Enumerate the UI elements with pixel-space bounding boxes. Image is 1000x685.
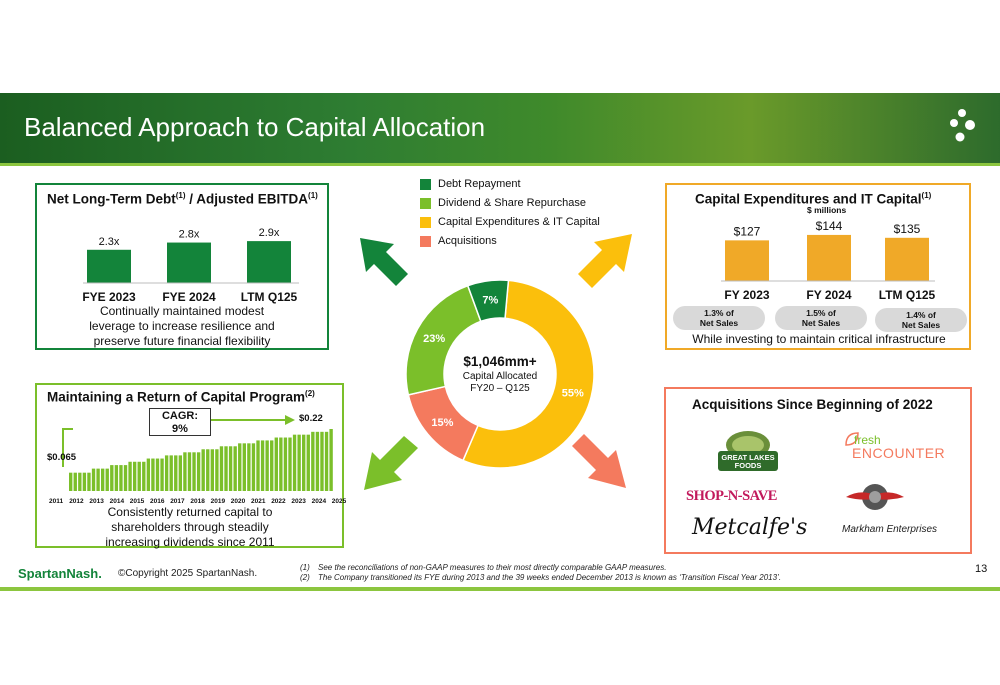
donut-center-line1: Capital Allocated (462, 371, 538, 382)
dividend-bar (220, 446, 223, 491)
year-tick-label: 2022 (271, 498, 286, 505)
year-tick-label: 2017 (170, 498, 185, 505)
great-lakes-foods-logo: GREAT LAKES FOODS (712, 429, 784, 475)
dividend-bar (316, 432, 319, 491)
dividend-bar (142, 462, 145, 491)
dividend-bar (284, 438, 287, 491)
dividend-bar (297, 435, 300, 491)
bar-category-label: LTM Q125 (240, 290, 298, 304)
dividend-bar (138, 462, 141, 491)
dividend-bar (170, 455, 173, 491)
dividend-caption: Consistently returned capital to shareholders through steadily increasing dividends since 2011 (105, 505, 275, 549)
dividend-bar (206, 449, 209, 491)
bar-category-label: FYE 2024 (162, 290, 216, 304)
year-tick-label: 2014 (109, 498, 125, 505)
year-tick-label: 2025 (331, 498, 347, 505)
bar-value-label: 2.9x (258, 227, 280, 240)
bar-category-label: FYE 2023 (82, 290, 136, 304)
dividend-bar (256, 440, 259, 491)
dividend-bar (156, 459, 159, 491)
dividend-bar (115, 465, 118, 491)
dividend-bar (307, 435, 310, 491)
dividend-bar (211, 449, 214, 491)
legend-swatch (420, 179, 431, 190)
dividend-bar (160, 459, 163, 491)
dividend-bar (74, 473, 77, 491)
year-tick-label: 2012 (69, 498, 84, 505)
dividend-bar (288, 438, 291, 491)
dividend-bar (311, 432, 314, 491)
dividend-bar (243, 443, 246, 491)
footnote-2: (2) The Company transitioned its FYE during 2013 and the 39 weeks ended December 2013 is known as ‘Transition Fiscal Year 2013’. (300, 573, 782, 582)
dividend-bar (252, 443, 255, 491)
dividend-bar (302, 435, 305, 491)
cagr-arrowhead-icon (285, 415, 295, 425)
bar-ltm-q125 (885, 238, 929, 281)
markham-wings-icon (844, 481, 906, 515)
dividend-bar (128, 462, 131, 491)
banner-accent-line (0, 163, 1000, 166)
dividend-bar (165, 455, 168, 491)
debt-panel (35, 183, 329, 350)
title-banner (0, 93, 1000, 166)
dividend-start-value: $0.065 (47, 452, 77, 463)
dividend-bar (147, 459, 150, 491)
footnote-1: (1) See the reconciliations of non-GAAP measures to their most directly comparable GAAP measures. (300, 563, 667, 572)
dividend-panel (35, 383, 347, 549)
shop-n-save-logo: SHOP-N-SAVE (686, 488, 777, 504)
acquisitions-panel (664, 387, 972, 554)
dividend-bar (270, 440, 273, 491)
dividend-bar (101, 469, 104, 491)
legend-swatch (420, 217, 431, 228)
dividend-bar (238, 443, 241, 491)
dividend-bar (96, 469, 99, 491)
bar-value-label: $127 (733, 224, 761, 239)
debt-caption: Continually maintained modest leverage to increase resilience and preserve future financial flexibility (89, 304, 275, 348)
dividend-panel-title: Maintaining a Return of Capital Program$^{(2)}$ (47, 389, 315, 405)
capex-pill-fy2024: 1.5% of Net Sales (775, 306, 867, 330)
dividend-bar (87, 473, 90, 491)
legend-swatch (420, 198, 431, 209)
acquisitions-panel-title: Acquisitions Since Beginning of 2022 (692, 397, 933, 412)
dividend-bar (174, 455, 177, 491)
dividend-bar (133, 462, 136, 491)
dividend-bar (119, 465, 122, 491)
bar-value-label: $135 (893, 221, 921, 236)
bar-category-label: LTM Q125 (878, 288, 936, 302)
footer-accent-line (0, 587, 1000, 591)
donut-slice-label: 23% (423, 333, 446, 346)
capex-panel-title: Capital Expenditures and IT Capital$^{(1)}$ (695, 191, 932, 207)
copyright: ©Copyright 2025 SpartanNash. (118, 568, 258, 579)
dividend-bar (83, 473, 86, 491)
dividend-bar (179, 455, 182, 491)
dividend-bar (151, 459, 154, 491)
dividend-bar (224, 446, 227, 491)
slide-title: Balanced Approach to Capital Allocation (24, 112, 486, 142)
dividend-bar (215, 449, 218, 491)
brand-dots-icon (946, 107, 980, 145)
bar-value-label: 2.3x (98, 235, 120, 248)
dividend-bar (197, 452, 200, 491)
cagr-box: CAGR: 9% (149, 408, 211, 436)
dividend-bar (279, 438, 282, 491)
donut-slice-label: 7% (482, 294, 499, 307)
dividend-bar (106, 469, 109, 491)
debt-panel-title: Net Long-Term Debt$^{(1)}$ / Adjusted EBITDA$^{(1)}$ (47, 191, 318, 207)
dividend-bar (329, 429, 332, 491)
dividend-bar (192, 452, 195, 491)
markham-enterprises-logo: Markham Enterprises (842, 524, 938, 535)
capex-pill-ltm: 1.4% of Net Sales (875, 308, 967, 332)
bar-fye-2024 (167, 243, 211, 283)
year-tick-label: 2020 (230, 498, 246, 505)
year-tick-label: 2016 (150, 498, 165, 505)
dividend-bar (183, 452, 186, 491)
spartannash-logo: SpartanNash. (18, 566, 102, 581)
year-tick-label: 2024 (311, 498, 327, 505)
dividend-bar (188, 452, 191, 491)
dividend-bar (110, 465, 113, 491)
bar-fye-2023 (87, 250, 131, 283)
dividend-end-value: $0.22 (299, 413, 323, 424)
dividend-bar (78, 473, 81, 491)
bar-category-label: FY 2023 (724, 288, 770, 302)
dividend-bar (229, 446, 232, 491)
dividend-bar (261, 440, 264, 491)
dividend-bar (233, 446, 236, 491)
capex-subtitle: $ millions (807, 205, 847, 215)
dividend-bar (69, 473, 72, 491)
bar-value-label: $144 (815, 218, 843, 233)
capex-pill-fy2023: 1.3% of Net Sales (673, 306, 765, 330)
dividend-bar (325, 432, 328, 491)
capex-caption: While investing to maintain critical infrastructure (692, 332, 946, 346)
year-tick-label: 2011 (49, 498, 64, 505)
year-tick-label: 2018 (190, 498, 205, 505)
dividend-bar (247, 443, 250, 491)
capex-bar-chart (667, 213, 969, 303)
year-tick-label: 2019 (210, 498, 226, 505)
debt-bar-chart (37, 213, 327, 303)
bar-fy-2023 (725, 240, 769, 281)
year-tick-label: 2023 (291, 498, 306, 505)
dividend-bar (320, 432, 323, 491)
year-tick-label: 2021 (251, 498, 266, 505)
bar-category-label: FY 2024 (806, 288, 852, 302)
donut-slice-label: 15% (431, 417, 454, 430)
year-tick-label: 2013 (89, 498, 104, 505)
donut-center-line2: FY20 – Q125 (470, 383, 530, 394)
dividend-bar (202, 449, 205, 491)
bar-fy-2024 (807, 235, 851, 281)
dividend-bar (92, 469, 95, 491)
capex-panel (665, 183, 971, 350)
donut-center-value: $1,046mm+ (463, 354, 537, 369)
bar-ltm-q125 (247, 241, 291, 283)
year-tick-label: 2015 (129, 498, 145, 505)
dividend-bar (275, 438, 278, 491)
dividend-bar (265, 440, 268, 491)
bar-value-label: 2.8x (178, 228, 200, 241)
dividend-bar (293, 435, 296, 491)
fresh-encounter-logo: fresh ENCOUNTER (838, 429, 954, 469)
legend-swatch (420, 236, 431, 247)
donut-slice-label: 55% (561, 387, 584, 400)
metcalfes-logo: Metcalfe's (692, 515, 808, 540)
page-number: 13 (975, 563, 988, 575)
dividend-bar (124, 465, 127, 491)
